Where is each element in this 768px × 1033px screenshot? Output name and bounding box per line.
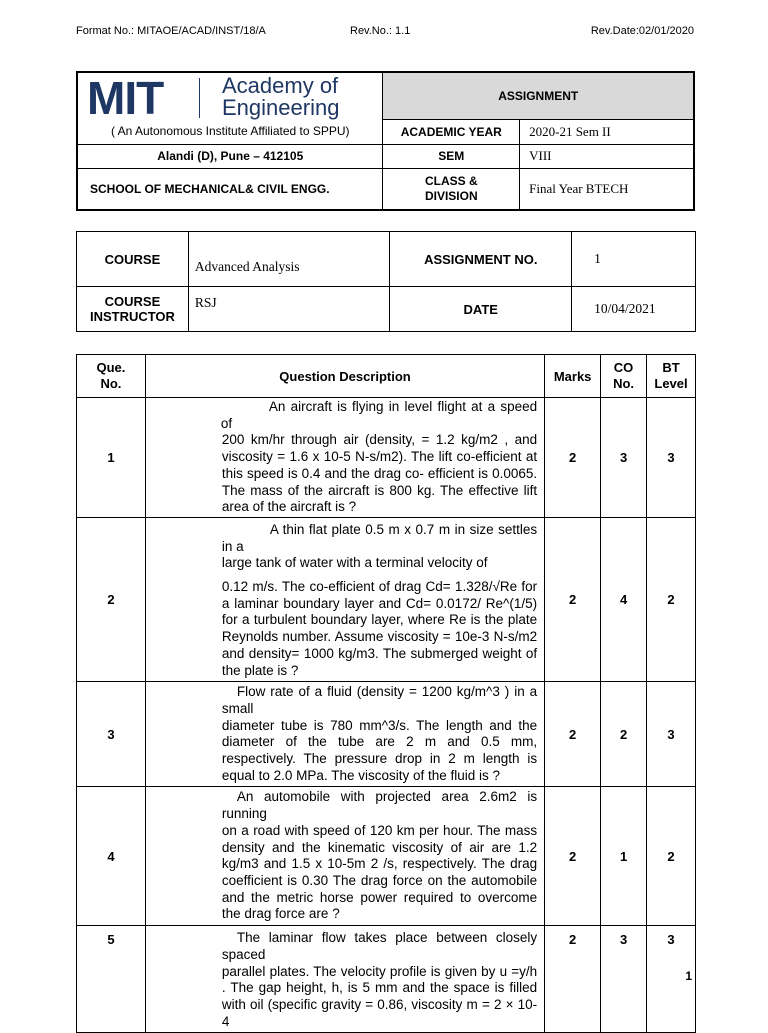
question-description: An automobile with projected area 2.6m2 is running on a road with speed of 120 km per hour. The mass density and the kinematic viscosity of air are 1.2 kg/m3 and 1.5 x 10-5m 2 /s, respectively. The drag coefficient is 0.30 The drag force on the automobile and the metric horse power required to overcome the drag force are ? bbox=[145, 787, 544, 926]
page-number: 1 bbox=[685, 969, 692, 983]
sem-value: VIII bbox=[520, 144, 694, 168]
col-header-co-no: CO No. bbox=[601, 355, 647, 398]
col-header-description: Question Description bbox=[145, 355, 544, 398]
assignment-no-value: 1 bbox=[572, 232, 696, 287]
table-row bbox=[77, 926, 696, 1033]
col-header-que-no: Que. No. bbox=[77, 355, 146, 398]
table-row bbox=[77, 398, 696, 518]
question-description: Flow rate of a fluid (density = 1200 kg/m^3 ) in a small diameter tube is 780 mm^3/s. The length and the diameter of the tube are 2 m and 0.5 mm, respectively. The pressure drop in 2 m length is equal to 2.0 MPa. The viscosity of the fluid is ? bbox=[145, 682, 544, 787]
question-bt: 3 bbox=[647, 398, 696, 518]
assignment-no-label: ASSIGNMENT NO. bbox=[390, 232, 572, 287]
question-marks: 2 bbox=[545, 787, 601, 926]
question-co: 3 bbox=[601, 926, 647, 1033]
date-value: 10/04/2021 bbox=[572, 287, 696, 332]
institute-header-table bbox=[76, 71, 695, 211]
institute-address: Alandi (D), Pune – 412105 bbox=[77, 144, 383, 168]
table-row bbox=[77, 787, 696, 926]
school-name: SCHOOL OF MECHANICAL& CIVIL ENGG. bbox=[77, 168, 383, 210]
academic-year-value: 2020-21 Sem II bbox=[520, 119, 694, 144]
questions-table bbox=[76, 354, 696, 1033]
course-value: Advanced Analysis bbox=[188, 232, 390, 287]
logo-divider bbox=[199, 78, 200, 118]
question-co: 2 bbox=[601, 682, 647, 787]
table-row bbox=[77, 682, 696, 787]
col-header-bt-level: BT Level bbox=[647, 355, 696, 398]
question-number: 2 bbox=[77, 517, 146, 681]
table-row bbox=[77, 517, 696, 681]
question-marks: 2 bbox=[545, 517, 601, 681]
sem-label: SEM bbox=[383, 144, 520, 168]
class-division-label: CLASS & DIVISION bbox=[383, 168, 520, 210]
question-co: 4 bbox=[601, 517, 647, 681]
question-bt: 2 bbox=[647, 517, 696, 681]
date-label: DATE bbox=[390, 287, 572, 332]
question-description: A thin flat plate 0.5 m x 0.7 m in size settles in a large tank of water with a terminal velocity of 0.12 m/s. The co-efficient of drag Cd= 1.328/√Re for a laminar boundary layer and Cd= 0.0172/ Re^(1/5) for a turbulent boundary layer, where Re is the plate Reynolds number. Assume viscosity = 10e-3 N-s/m2 and density= 1000 kg/m3. The submerged weight of the plate is ? bbox=[145, 517, 544, 681]
question-bt: 3 bbox=[647, 926, 696, 1033]
institute-logo bbox=[77, 72, 383, 124]
affiliation-text: ( An Autonomous Institute Affiliated to SPPU) bbox=[77, 119, 383, 144]
logo-mit-text: MIT bbox=[87, 72, 164, 124]
revision-date: Rev.Date:02/01/2020 bbox=[590, 25, 694, 37]
academic-year-label: ACADEMIC YEAR bbox=[383, 119, 520, 144]
question-number: 1 bbox=[77, 398, 146, 518]
question-marks: 2 bbox=[545, 682, 601, 787]
class-division-value: Final Year BTECH bbox=[520, 168, 694, 210]
question-number: 5 bbox=[77, 926, 146, 1033]
revision-number: Rev.No.: 1.1 bbox=[350, 25, 411, 37]
question-description: The laminar flow takes place between closely spaced parallel plates. The velocity profile is given by u =y/h . The gap height, h, is 5 mm and the space is filled with oil (specific gravity = 0.86, viscosity m = 2 × 10-4 bbox=[145, 926, 544, 1033]
document-type: ASSIGNMENT bbox=[383, 72, 694, 119]
logo-academy-text: Academy of Engineering bbox=[222, 73, 340, 120]
question-bt: 2 bbox=[647, 787, 696, 926]
course-instructor-value: RSJ bbox=[188, 287, 390, 332]
course-label: COURSE bbox=[77, 232, 189, 287]
question-co: 3 bbox=[601, 398, 647, 518]
question-number: 3 bbox=[77, 682, 146, 787]
question-co: 1 bbox=[601, 787, 647, 926]
course-info-table bbox=[76, 231, 696, 332]
question-number: 4 bbox=[77, 787, 146, 926]
question-bt: 3 bbox=[647, 682, 696, 787]
question-description: An aircraft is flying in level flight at a speed of 200 km/hr through air (density, = 1.2 kg/m2 , and viscosity = 1.6 x 10-5 N-s/m2). The lift co-efficient at this speed is 0.4 and the drag co- efficient is 0.0065. The mass of the aircraft is 800 kg. The effective lift area of the aircraft is ? bbox=[145, 398, 544, 518]
question-marks: 2 bbox=[545, 926, 601, 1033]
format-number: Format No.: MITAOE/ACAD/INST/18/A bbox=[76, 25, 266, 37]
course-instructor-label: COURSE INSTRUCTOR bbox=[77, 287, 189, 332]
question-marks: 2 bbox=[545, 398, 601, 518]
col-header-marks: Marks bbox=[545, 355, 601, 398]
